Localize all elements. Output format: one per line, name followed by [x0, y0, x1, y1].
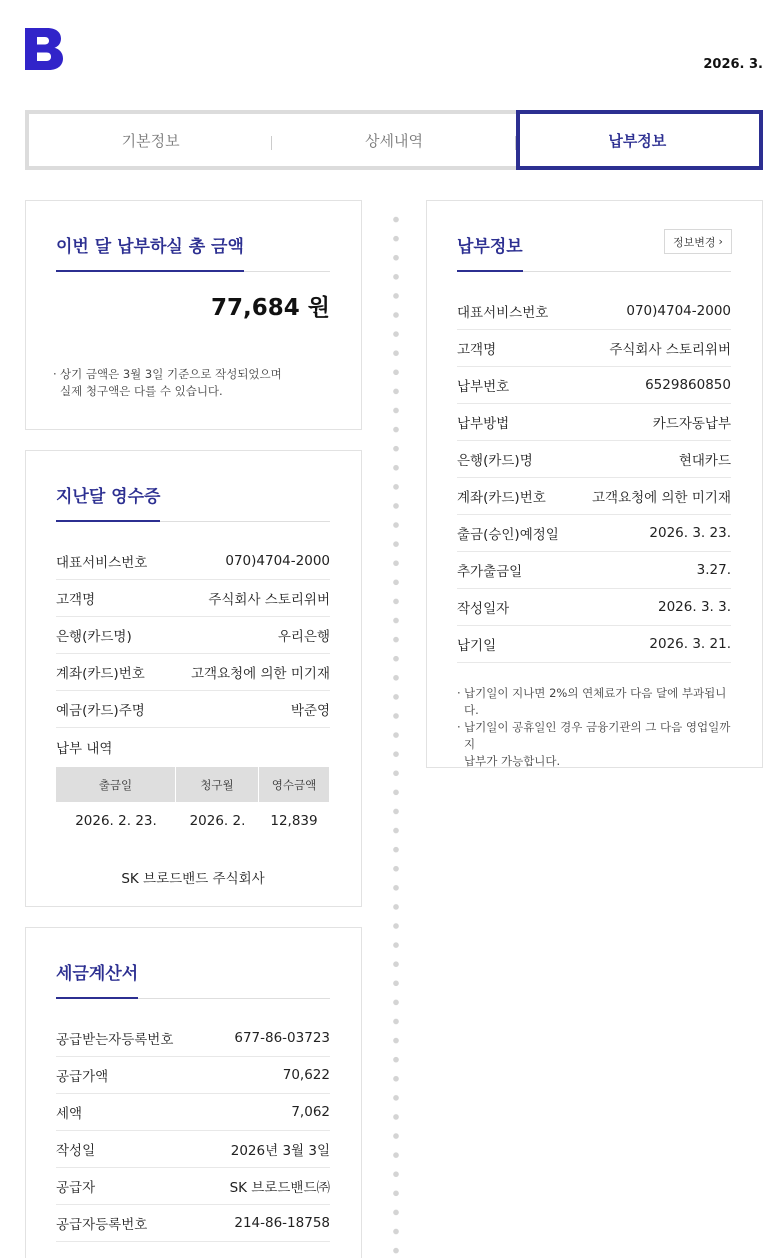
payment-row: 대표서비스번호 070)4704-2000 — [457, 293, 731, 330]
receipt-row: 고객명 주식회사 스토리위버 — [56, 580, 330, 617]
chevron-right-icon: › — [718, 235, 723, 248]
change-info-button[interactable]: 정보변경 › — [664, 229, 732, 254]
tax-row: 공급자 SK 브로드밴드㈜ — [56, 1168, 330, 1205]
receipt-row: 은행(카드명) 우리은행 — [56, 617, 330, 654]
issue-date: 2026. 3. — [703, 57, 763, 72]
tax-row: 공급자등록번호 214-86-18758 — [56, 1205, 330, 1242]
dotted-divider — [393, 210, 399, 1258]
total-amount-value: 77,684 원 — [211, 295, 330, 321]
receipt-row: 예금(카드)주명 박준영 — [56, 691, 330, 728]
total-amount-note: · 상기 금액은 3월 3일 기준으로 작성되었으며 실제 청구액은 다를 수 있습니다. — [53, 366, 330, 400]
payment-row: 은행(카드)명 현대카드 — [457, 441, 731, 478]
payment-row: 계좌(카드)번호 고객요청에 의한 미기재 — [457, 478, 731, 515]
tab-basic-info[interactable]: 기본정보 — [29, 114, 272, 166]
table-header: 출금일 — [56, 767, 176, 802]
tab-details[interactable]: 상세내역 — [272, 114, 515, 166]
payment-row: 작성일자 2026. 3. 3. — [457, 589, 731, 626]
tax-row: 세액 7,062 — [56, 1094, 330, 1131]
payment-row: 납부방법 카드자동납부 — [457, 404, 731, 441]
total-amount-card — [25, 200, 362, 430]
table-row: 2026. 2. 23. 2026. 2. 12,839 — [75, 812, 318, 829]
payment-row: 출금(승인)예정일 2026. 3. 23. — [457, 515, 731, 552]
tax-invoice-title: 세금계산서 — [56, 959, 138, 999]
last-month-receipt-card — [25, 450, 362, 907]
tab-bar — [25, 110, 763, 170]
tab-payment-info[interactable]: 납부정보 — [608, 131, 667, 150]
payment-row: 고객명 주식회사 스토리위버 — [457, 330, 731, 367]
tax-invoice-card — [25, 927, 362, 1258]
receipt-company: SK 브로드밴드 주식회사 — [121, 871, 265, 887]
payment-row: 납기일 2026. 3. 21. — [457, 626, 731, 663]
payment-row: 추가출금일 3.27. — [457, 552, 731, 589]
payment-info-title: 납부정보 — [457, 232, 523, 272]
payment-info-card — [426, 200, 763, 768]
tax-row: 공급가액 70,622 — [56, 1057, 330, 1094]
payment-history-table — [56, 767, 329, 839]
payment-info-note: · 납기일이 지나면 2%의 연체료가 다음 달에 부과됩니다. · 납기일이 공휴일인 경우 금융기관의 그 다음 영업일까지 납부가 가능합니다. — [457, 685, 731, 770]
tax-row: 작성일 2026년 3월 3일 — [56, 1131, 330, 1168]
receipt-title: 지난달 영수증 — [56, 482, 160, 522]
table-header: 청구월 — [176, 767, 259, 802]
receipt-row: 계좌(카드)번호 고객요청에 의한 미기재 — [56, 654, 330, 691]
receipt-row: 대표서비스번호 070)4704-2000 — [56, 543, 330, 580]
payment-history-label: 납부 내역 — [56, 740, 113, 757]
tax-row: 공급받는자등록번호 677-86-03723 — [56, 1020, 330, 1057]
total-amount-title: 이번 달 납부하실 총 금액 — [56, 232, 244, 272]
table-header: 영수금액 — [259, 767, 329, 802]
b-logo-icon — [25, 28, 63, 70]
payment-row: 납부번호 6529860850 — [457, 367, 731, 404]
